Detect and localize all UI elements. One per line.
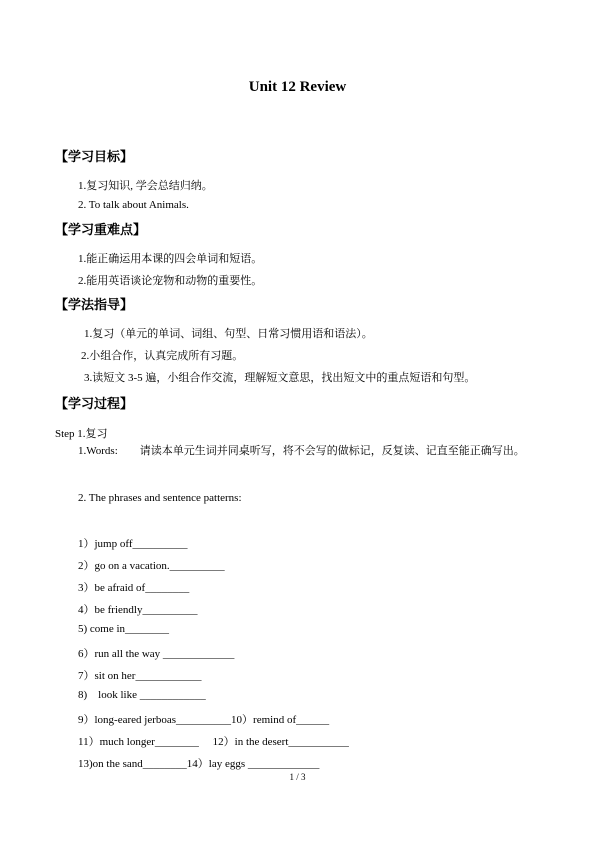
phrase-item: 1）jump off__________ [78,538,188,550]
phrase-item: 7）sit on her____________ [78,670,202,682]
method-heading: 【学法指导】 [55,297,134,312]
phrase-item: 8) look like ____________ [78,689,206,701]
phrase-item: 6）run all the way _____________ [78,648,235,660]
words-instruction: 请读本单元生词并同桌听写，将不会写的做标记，反复读、记直至能正确写出。 [139,445,525,457]
key-point-item: 1.能正确运用本课的四会单词和短语。 [78,253,263,265]
words-paragraph [55,441,545,462]
key-points-heading: 【学习重难点】 [55,222,147,237]
phrase-item: 11）much longer________ 12）in the desert___________ [78,736,349,748]
process-heading: 【学习过程】 [55,396,134,411]
key-point-item: 2.能用英语谈论宠物和动物的重要性。 [78,275,263,287]
phrases-label: 2. The phrases and sentence patterns: [78,492,242,504]
page-title: Unit 12 Review [248,79,347,95]
phrase-item: 2）go on a vacation.__________ [78,560,225,572]
objective-item: 2. To talk about Animals. [78,199,189,211]
phrase-item: 9）long-eared jerboas__________10）remind of______ [78,714,330,726]
objective-item: 1.复习知识, 学会总结归纳。 [78,180,213,192]
step-1-label: Step 1.复习 [55,428,108,440]
objectives-heading: 【学习目标】 [55,149,134,164]
phrase-item: 5) come in________ [78,623,170,635]
phrase-item: 13)on the sand________14）lay eggs _____________ [78,758,320,770]
page-number: 1 / 3 [289,772,306,782]
method-item: 1.复习（单元的单词、词组、句型、日常习惯用语和语法）。 [84,328,373,340]
phrase-item: 3）be afraid of________ [78,582,190,594]
method-item: 2.小组合作，认真完成所有习题。 [81,350,244,362]
method-item: 3.读短文 3-5 遍，小组合作交流，理解短文意思，找出短文中的重点短语和句型。 [84,372,476,384]
words-label: 1.Words: [78,445,118,457]
phrase-item: 4）be friendly__________ [78,604,198,616]
